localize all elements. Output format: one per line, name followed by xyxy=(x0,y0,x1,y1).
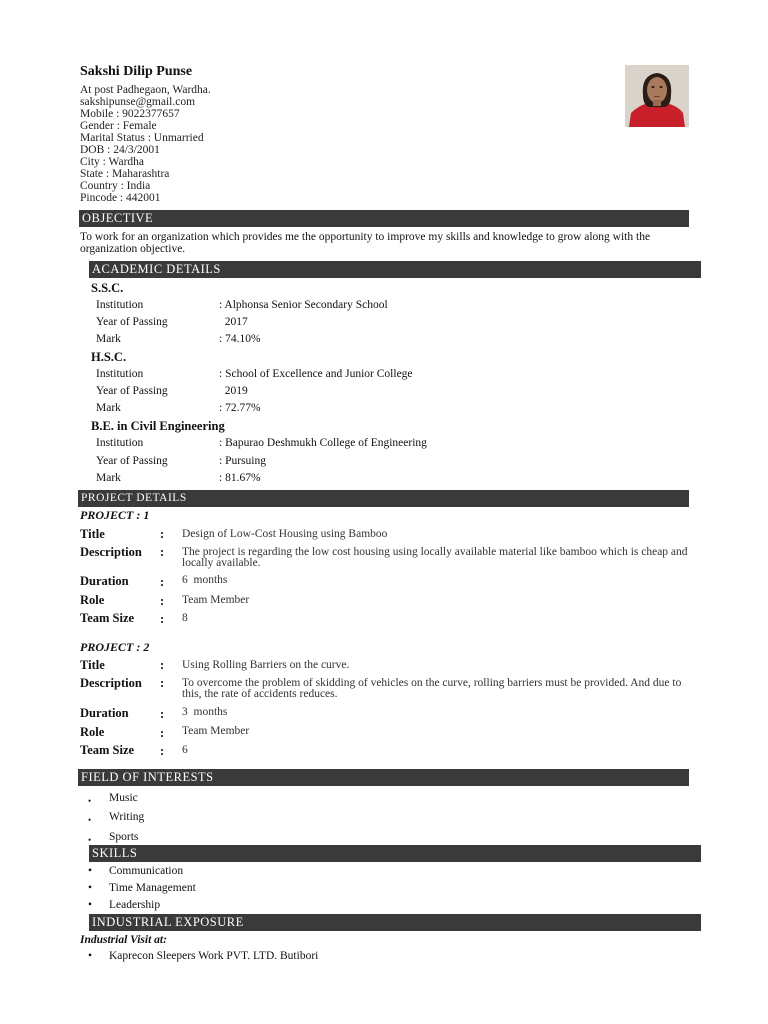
institution-label: Institution xyxy=(96,437,144,449)
city-line: City : Wardha xyxy=(80,156,145,168)
institution-label: Institution xyxy=(96,368,144,380)
academic-details-heading: ACADEMIC DETAILS xyxy=(89,261,701,278)
project-duration-value: 6 months xyxy=(182,574,228,586)
project-heading: PROJECT : 1 xyxy=(80,508,150,522)
colon: : xyxy=(160,545,165,559)
bullet: • xyxy=(88,865,93,877)
bullet: • xyxy=(88,835,92,845)
colon: : xyxy=(160,575,165,589)
gender-line: Gender : Female xyxy=(80,120,157,132)
project-team-size-value: 8 xyxy=(182,612,188,624)
email-line: sakshipunse@gmail.com xyxy=(80,96,196,108)
interest-item: Writing xyxy=(109,811,145,823)
candidate-name: Sakshi Dilip Punse xyxy=(80,64,193,79)
project-description-value: The project is regarding the low cost housing using locally available material like bamboo which is cheap and locally available. xyxy=(182,546,688,569)
year-label: Year of Passing xyxy=(96,385,168,397)
colon: : xyxy=(160,744,165,758)
year-label: Year of Passing xyxy=(96,316,168,328)
bullet: • xyxy=(88,950,93,962)
skill-item: Leadership xyxy=(109,899,161,911)
bullet: • xyxy=(88,882,93,894)
skill-item: Communication xyxy=(109,865,184,877)
mark-value: : 81.67% xyxy=(219,472,261,484)
institution-value: : Alphonsa Senior Secondary School xyxy=(219,299,388,311)
objective-heading: OBJECTIVE xyxy=(79,210,689,227)
colon: : xyxy=(160,658,165,672)
qualification-title: H.S.C. xyxy=(91,350,127,364)
pincode-line: Pincode : 442001 xyxy=(80,192,161,204)
project-heading: PROJECT : 2 xyxy=(80,640,150,654)
project-role-label: Role xyxy=(80,725,105,739)
objective-text: To work for an organization which provides me the opportunity to improve my skills and knowledge to grow along with the organization objective. xyxy=(80,231,651,255)
project-title-value: Using Rolling Barriers on the curve. xyxy=(182,659,350,671)
colon: : xyxy=(160,612,165,626)
mark-label: Mark xyxy=(96,333,121,345)
interest-item: Sports xyxy=(109,831,139,843)
project-role-value: Team Member xyxy=(182,725,250,737)
country-line: Country : India xyxy=(80,180,151,192)
skill-item: Time Management xyxy=(109,882,196,894)
mark-label: Mark xyxy=(96,402,121,414)
mark-label: Mark xyxy=(96,472,121,484)
project-team-size-label: Team Size xyxy=(80,611,135,625)
colon: : xyxy=(160,726,165,740)
mark-value: : 72.77% xyxy=(219,402,261,414)
address-line: At post Padhegaon, Wardha. xyxy=(80,84,211,96)
industrial-visit-item: Kaprecon Sleepers Work PVT. LTD. Butibori xyxy=(109,950,319,962)
year-label: Year of Passing xyxy=(96,455,168,467)
project-description-label: Description xyxy=(80,676,142,690)
colon: : xyxy=(160,594,165,608)
bullet: • xyxy=(88,815,92,825)
institution-value: : Bapurao Deshmukh College of Engineering xyxy=(219,437,427,449)
project-title-label: Title xyxy=(80,527,105,541)
qualification-title: B.E. in Civil Engineering xyxy=(91,419,225,433)
profile-photo xyxy=(625,65,689,127)
field-of-interests-heading: FIELD OF INTERESTS xyxy=(78,769,689,786)
project-role-label: Role xyxy=(80,593,105,607)
bullet: • xyxy=(88,796,92,806)
mark-value: : 74.10% xyxy=(219,333,261,345)
year-value: : Pursuing xyxy=(219,455,266,467)
contact-details xyxy=(80,84,211,204)
skills-heading: SKILLS xyxy=(89,845,701,862)
state-line: State : Maharashtra xyxy=(80,168,170,180)
interest-item: Music xyxy=(109,792,138,804)
industrial-visit-subheading: Industrial Visit at: xyxy=(80,934,167,946)
project-description-label: Description xyxy=(80,545,142,559)
institution-label: Institution xyxy=(96,299,144,311)
institution-value: : School of Excellence and Junior College xyxy=(219,368,413,380)
qualification-title: S.S.C. xyxy=(91,281,124,295)
project-team-size-value: 6 xyxy=(182,744,188,756)
project-duration-value: 3 months xyxy=(182,706,228,718)
project-title-label: Title xyxy=(80,658,105,672)
project-details-heading: PROJECT DETAILS xyxy=(78,490,689,507)
year-value: 2019 xyxy=(219,385,248,397)
bullet: • xyxy=(88,899,93,911)
colon: : xyxy=(160,707,165,721)
mobile-line: Mobile : 9022377657 xyxy=(80,108,180,120)
colon: : xyxy=(160,527,165,541)
marital-status-line: Marital Status : Unmarried xyxy=(80,132,204,144)
project-title-value: Design of Low-Cost Housing using Bamboo xyxy=(182,528,388,540)
project-duration-label: Duration xyxy=(80,574,129,588)
industrial-exposure-heading: INDUSTRIAL EXPOSURE xyxy=(89,914,701,931)
colon: : xyxy=(160,676,165,690)
project-team-size-label: Team Size xyxy=(80,743,135,757)
project-description-value: To overcome the problem of skidding of vehicles on the curve, rolling barriers must be provided. And due to this, the rate of accidents reduces. xyxy=(182,677,682,700)
project-role-value: Team Member xyxy=(182,594,250,606)
project-duration-label: Duration xyxy=(80,706,129,720)
dob-line: DOB : 24/3/2001 xyxy=(80,144,160,156)
year-value: 2017 xyxy=(219,316,248,328)
